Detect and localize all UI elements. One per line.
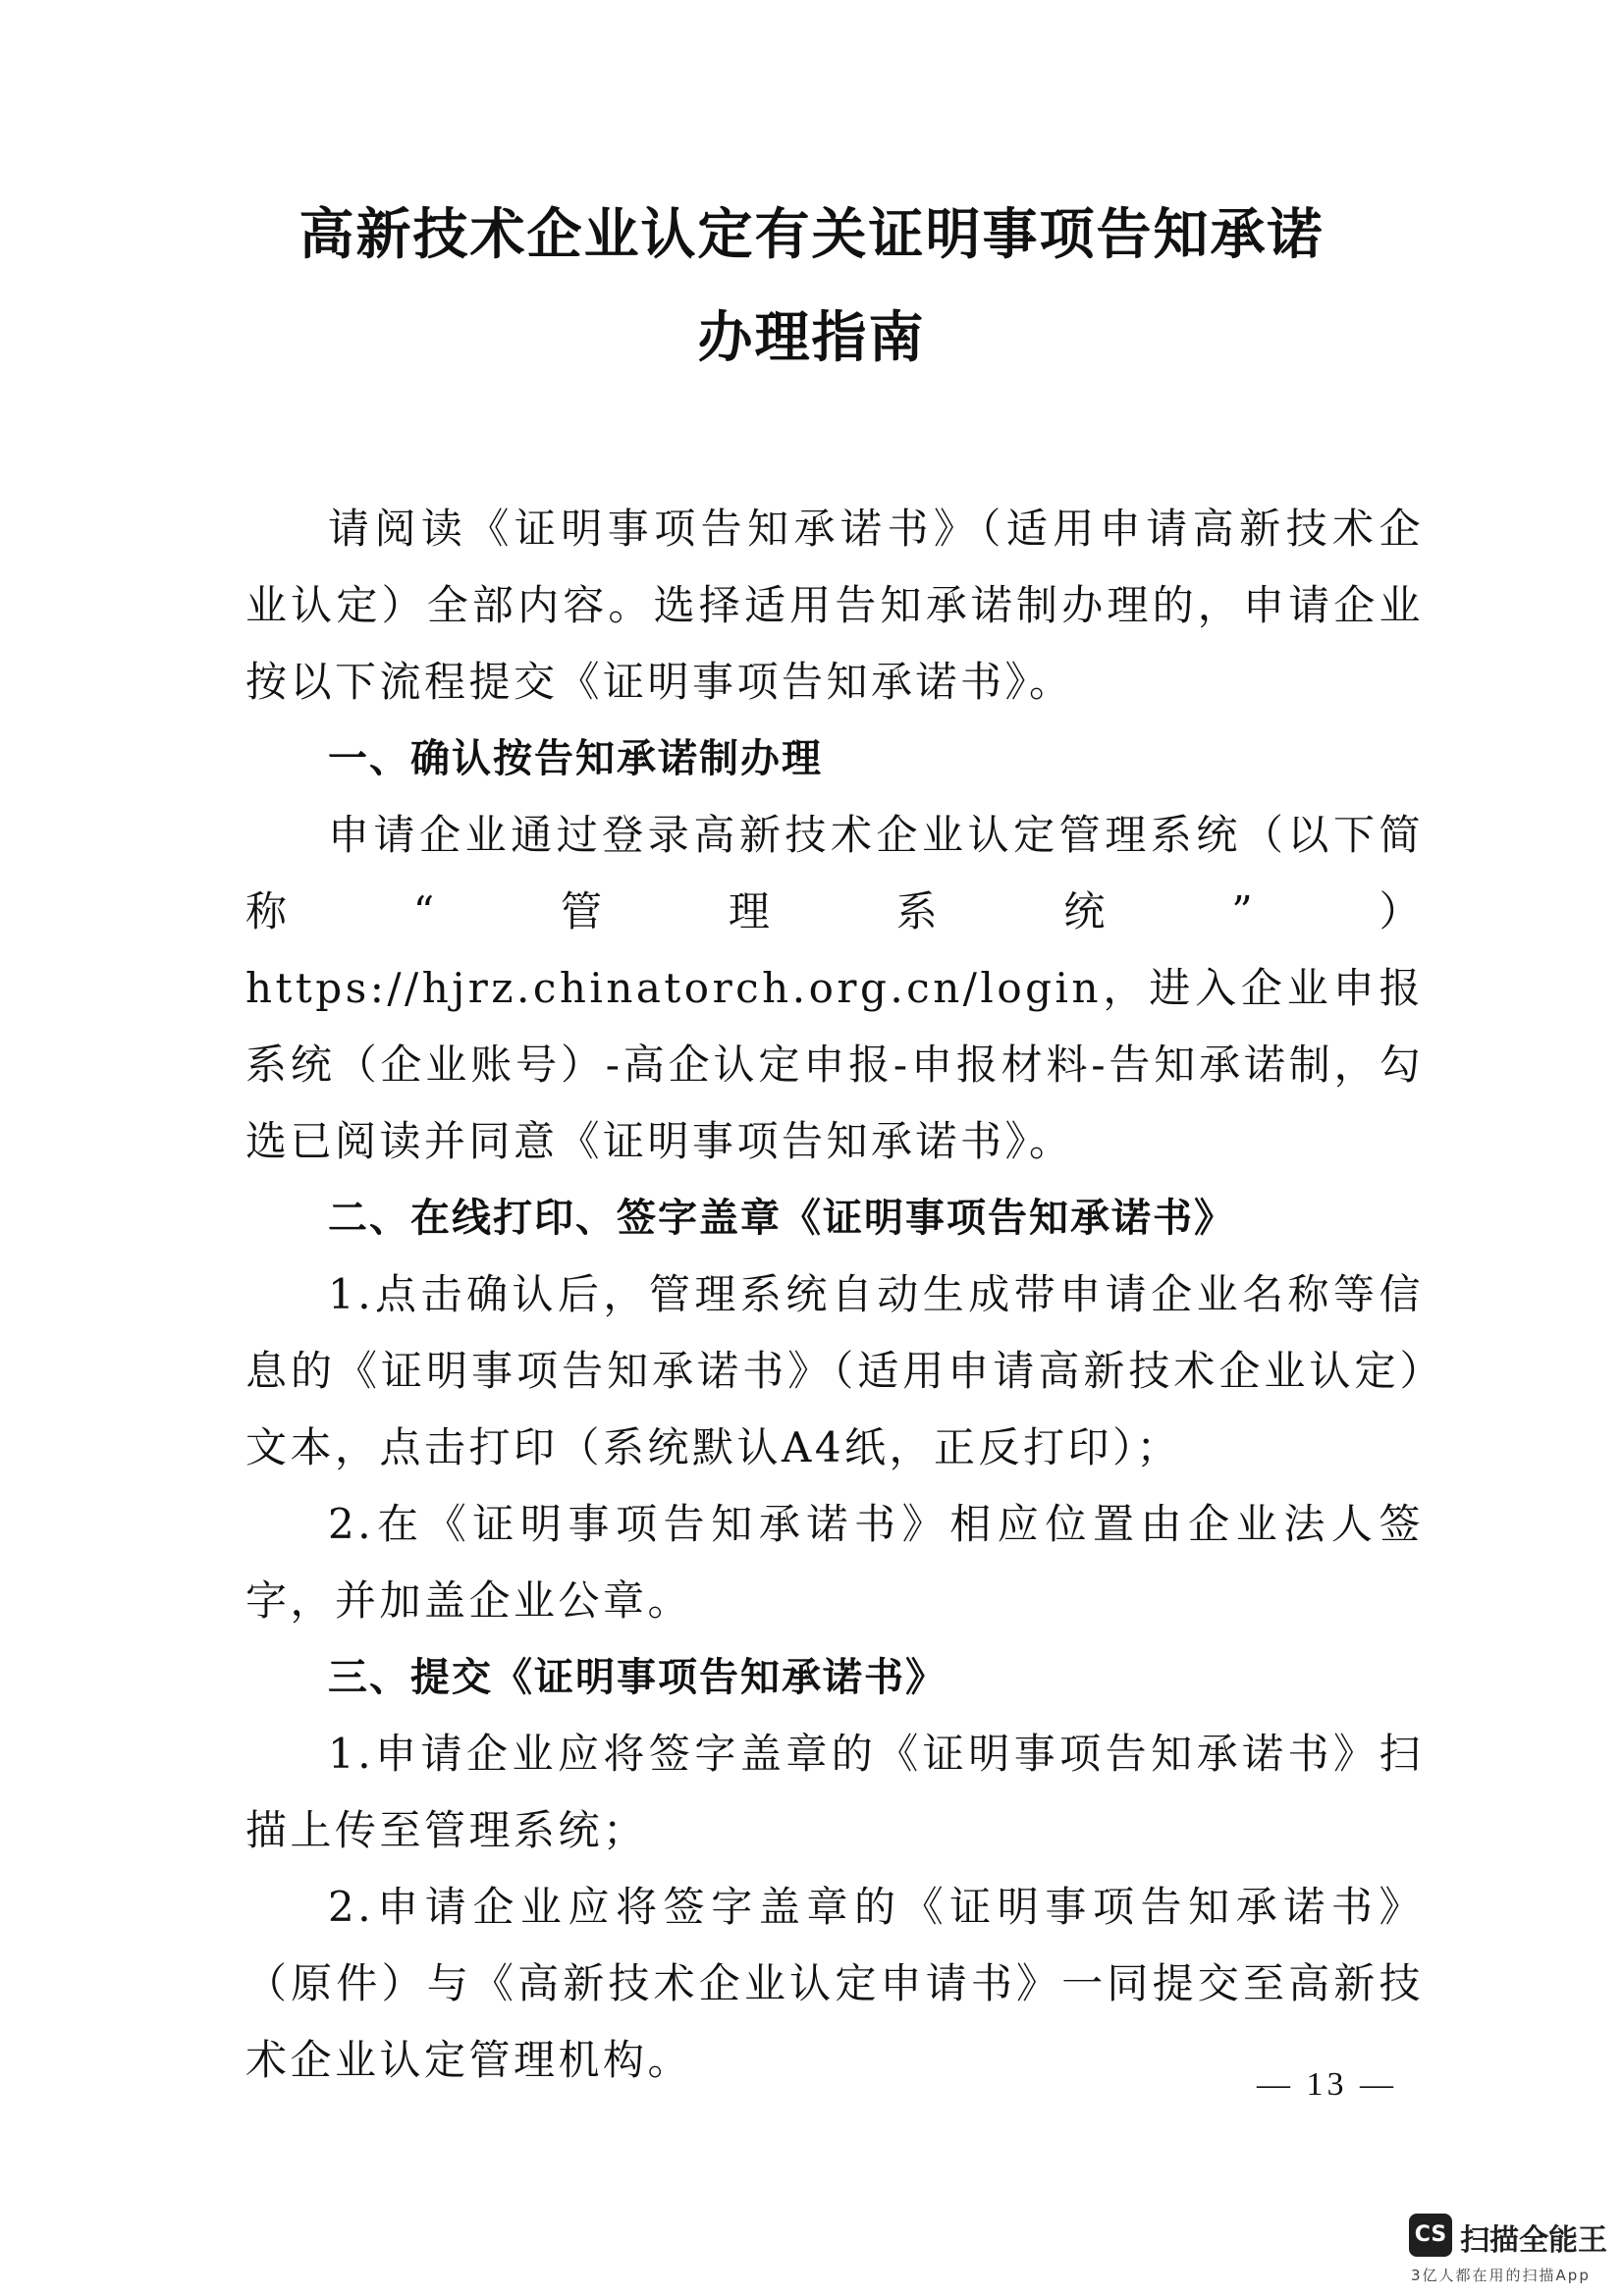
intro-paragraph: 请阅读《证明事项告知承诺书》（适用申请高新技术企业认定）全部内容。选择适用告知承诺制办理的，申请企业按以下流程提交《证明事项告知承诺书》。 <box>245 505 1424 706</box>
section-3-paragraph-1: 1.申请企业应将签字盖章的《证明事项告知承诺书》扫描上传至管理系统； <box>245 1730 1424 1854</box>
document-title-line-1: 高新技术企业认定有关证明事项告知承诺 <box>298 202 1325 267</box>
scanner-watermark <box>1409 2214 1605 2292</box>
section-2-paragraph-1: 1.点击确认后，管理系统自动生成带申请企业名称等信息的《证明事项告知承诺书》（适用申请高新技术企业认定）文本，点击打印（系统默认A4纸，正反打印）； <box>245 1270 1424 1471</box>
section-1-paragraph-1: 申请企业通过登录高新技术企业认定管理系统（以下简称“管理系统”）https://hjrz.chinatorch.org.cn/login，进入企业申报系统（企业账号）-高企认定申报-申报材料-告知承诺制，勾选已阅读并同意《证明事项告知承诺书》。 <box>245 811 1424 1165</box>
section-2-paragraph-2: 2.在《证明事项告知承诺书》相应位置由企业法人签字，并加盖企业公章。 <box>245 1500 1424 1625</box>
camscanner-logo-icon: CS <box>1409 2214 1452 2257</box>
document-body <box>245 491 1424 2099</box>
watermark-tagline: 3亿人都在用的扫描App <box>1411 2267 1591 2284</box>
section-3-paragraph-2: 2.申请企业应将签字盖章的《证明事项告知承诺书》（原件）与《高新技术企业认定申请书》一同提交至高新技术企业认定管理机构。 <box>245 1883 1424 2084</box>
section-1-heading: 一、确认按告知承诺制办理 <box>328 735 823 781</box>
watermark-app-name: 扫描全能王 <box>1460 2223 1607 2258</box>
document-title-line-2: 办理指南 <box>697 305 926 370</box>
section-3-heading: 三、提交《证明事项告知承诺书》 <box>328 1654 947 1700</box>
section-2-heading: 二、在线打印、签字盖章《证明事项告知承诺书》 <box>328 1195 1235 1241</box>
page-number: — 13 — <box>1257 2066 1397 2103</box>
